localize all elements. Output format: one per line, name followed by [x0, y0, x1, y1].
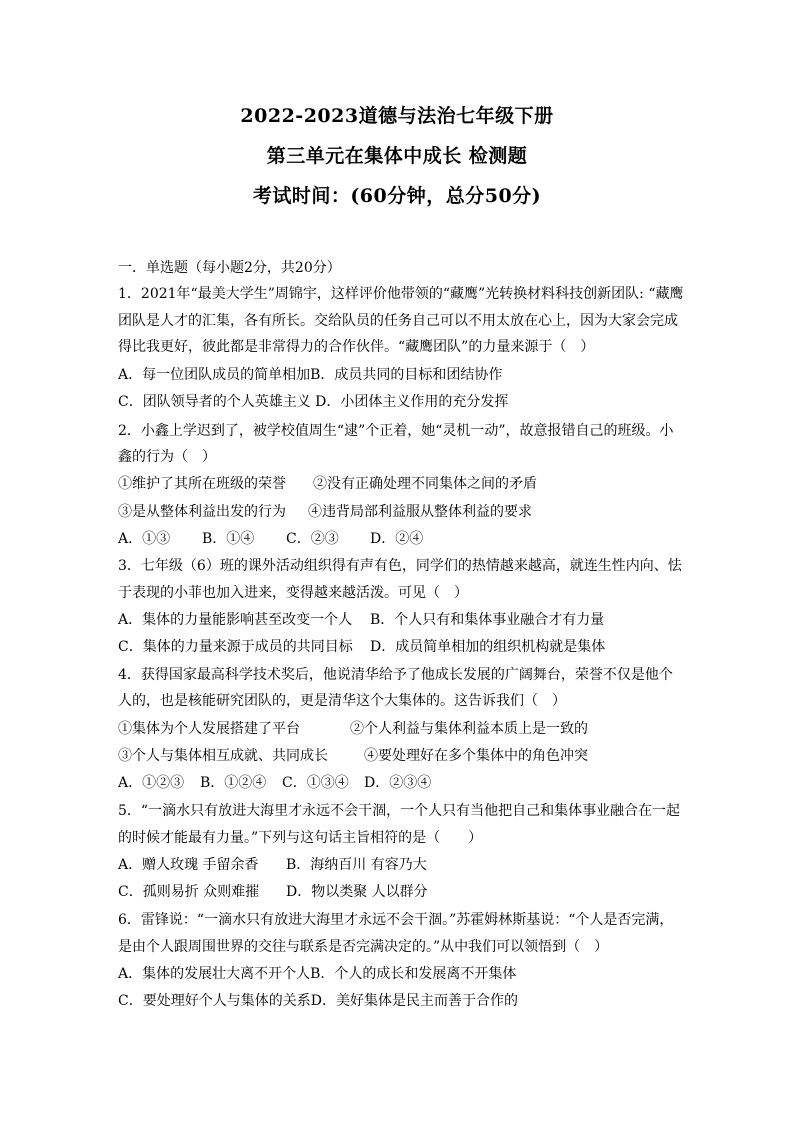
unit-title: 第三单元在集体中成长 检测题 — [266, 145, 528, 167]
option-d[interactable]: D．②③④ — [364, 775, 432, 791]
option-a[interactable]: A．①②③ — [118, 775, 185, 791]
question-4-line-2: 人的，也是核能研究团队的，更是清华这个大集体的。这告诉我们（ ） — [118, 693, 566, 709]
statement-3: ③是从整体利益出发的行为 — [118, 504, 286, 520]
statement-4: ④违背局部利益服从整体利益的要求 — [308, 504, 532, 520]
question-4-statements-34 — [118, 747, 588, 765]
question-3-options-cd — [118, 638, 605, 656]
question-1-line-1: 1．2021年“最美大学生”周锦宇，这样评价他带领的“藏鹰”光转换材料科技创新团队: “藏鹰 — [118, 286, 684, 302]
option-b[interactable]: B．成员共同的目标和团结协作 — [310, 367, 503, 383]
question-4-statements-12 — [118, 720, 588, 738]
option-b[interactable]: B．海纳百川 有容乃大 — [286, 857, 427, 873]
question-2-line-2: 鑫的行为（ ） — [118, 449, 216, 465]
question-5-line-1: 5．“一滴水只有放进大海里才永远不会干涸，一个人只有当他把自己和集体事业融合在一起 — [118, 803, 681, 819]
question-4-options — [118, 774, 431, 792]
option-b[interactable]: B．①④ — [202, 531, 255, 547]
option-c[interactable]: C．要处理好个人与集体的关系 — [118, 993, 311, 1009]
question-3-line-2: 于表现的小菲也加入进来，变得越来越活泼。可见（ ） — [118, 585, 468, 601]
option-d[interactable]: D．美好集体是民主而善于合作的 — [310, 993, 518, 1009]
option-b[interactable]: B．个人的成长和发展离不开集体 — [310, 966, 517, 982]
option-a[interactable]: A．①③ — [118, 531, 171, 547]
option-a[interactable]: A．集体的力量能影响甚至改变一个人 — [118, 612, 353, 628]
statement-4: ④要处理好在多个集体中的角色冲突 — [364, 748, 588, 764]
question-3-line-1: 3．七年级（6）班的课外活动组织得有声有色，同学们的热情越来越高，就连生性内向、怯 — [118, 558, 682, 574]
question-2-options — [118, 530, 423, 548]
statement-1: ①集体为个人发展搭建了平台 — [118, 721, 300, 737]
option-c[interactable]: C．团队领导者的个人英雄主义 — [118, 394, 311, 410]
option-d[interactable]: D．物以类聚 人以群分 — [286, 884, 428, 900]
question-6-line-1: 6．雷锋说：“一滴水只有放进大海里才永远不会干涸。”苏霍姆林斯基说：“个人是否完满， — [118, 912, 674, 928]
exam-time-score: 考试时间：(60分钟，总分50分) — [252, 185, 542, 207]
question-2-statements-34 — [118, 503, 532, 521]
question-1-options-ab — [118, 366, 502, 384]
question-1-line-3: 得比我更好，彼此都是非常得力的合作伙伴。“藏鹰团队”的力量来源于（ ） — [118, 339, 595, 355]
option-c[interactable]: C．孤则易折 众则难摧 — [118, 884, 260, 900]
option-a[interactable]: A．每一位团队成员的简单相加 — [118, 367, 311, 383]
question-2-line-1: 2．小鑫上学迟到了，被学校值周生“逮”个正着，她“灵机一动”，故意报错自己的班级。小 — [118, 423, 674, 439]
question-5-options-cd — [118, 883, 428, 901]
option-b[interactable]: B．个人只有和集体事业融合才有力量 — [370, 612, 605, 628]
option-a[interactable]: A．赠人玫瑰 手留余香 — [118, 857, 259, 873]
option-b[interactable]: B．①②④ — [200, 775, 267, 791]
question-6-line-2: 是由个人跟周围世界的交往与联系是否完满决定的。”从中我们可以领悟到（ ） — [118, 939, 609, 955]
option-c[interactable]: C．集体的力量来源于成员的共同目标 — [118, 639, 353, 655]
question-5-line-2: 的时候才能最有力量。”下列与这句话主旨相符的是（ ） — [118, 830, 483, 846]
section-heading: 一．单选题（每小题2分，共20分） — [118, 260, 341, 276]
option-c[interactable]: C．①③④ — [282, 775, 349, 791]
option-d[interactable]: D．②④ — [370, 531, 424, 547]
statement-1: ①维护了其所在班级的荣誉 — [118, 476, 286, 492]
question-3-options-ab — [118, 611, 604, 629]
statement-2: ②个人利益与集体利益本质上是一致的 — [350, 721, 588, 737]
question-4-line-1: 4．获得国家最高科学技术奖后，他说清华给予了他成长发展的广阔舞台，荣誉不仅是他个 — [118, 667, 673, 683]
statement-3: ③个人与集体相互成就、共同成长 — [118, 748, 328, 764]
question-6-options-ab — [118, 965, 516, 983]
question-2-statements-12 — [118, 475, 537, 493]
question-1-options-cd — [118, 393, 508, 411]
option-a[interactable]: A．集体的发展壮大离不开个人 — [118, 966, 311, 982]
option-d[interactable]: D．小团体主义作用的充分发挥 — [315, 394, 509, 410]
exam-title: 2022-2023道德与法治七年级下册 — [240, 105, 554, 127]
question-1-line-2: 团队是人才的汇集，各有所长。交给队员的任务自己可以不用太放在心上，因为大家会完成 — [118, 313, 678, 329]
statement-2: ②没有正确处理不同集体之间的矛盾 — [313, 476, 537, 492]
question-5-options-ab — [118, 856, 427, 874]
option-c[interactable]: C．②③ — [286, 531, 339, 547]
option-d[interactable]: D．成员简单相加的组织机构就是集体 — [370, 639, 606, 655]
question-6-options-cd — [118, 992, 518, 1010]
